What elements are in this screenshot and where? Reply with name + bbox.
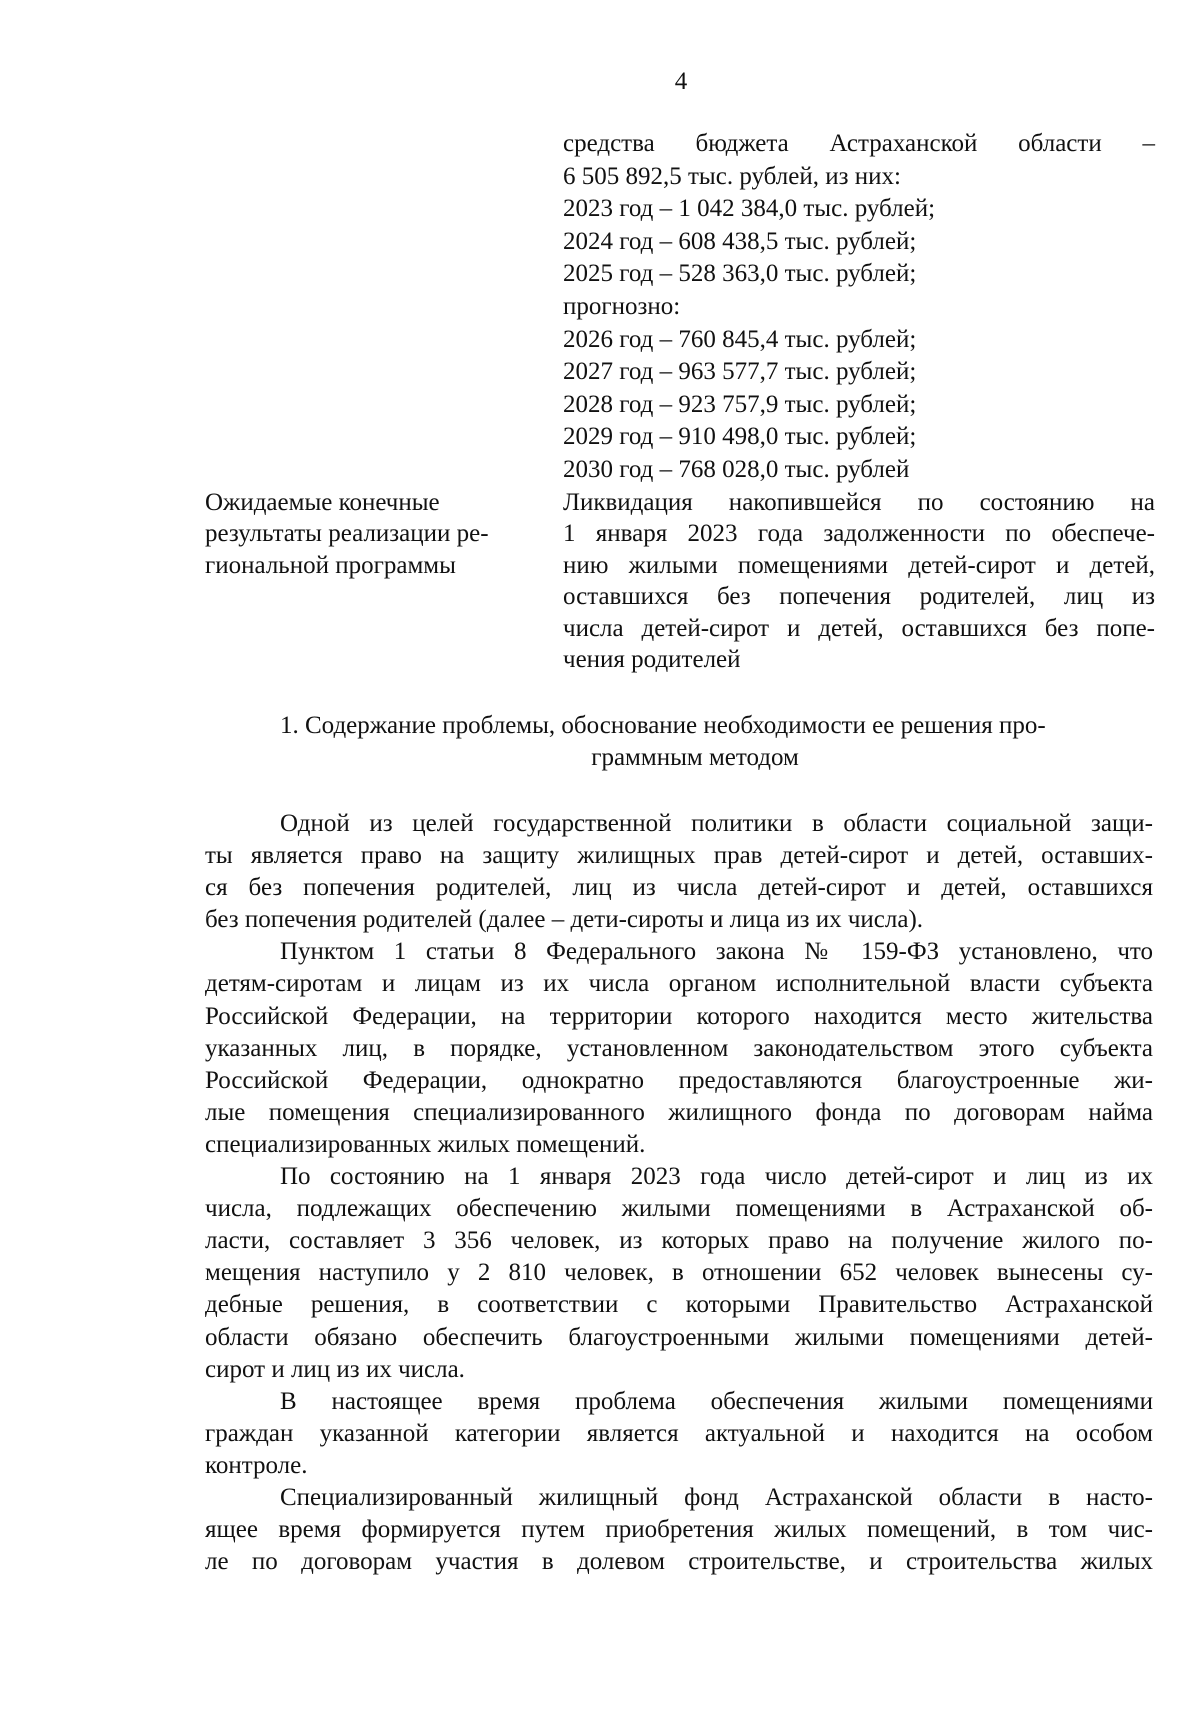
funding-line: 2029 год – 910 498,0 тыс. рублей;: [563, 423, 917, 451]
funding-line: 6 505 892,5 тыс. рублей, из них:: [563, 162, 901, 190]
program-passport-fragment: [205, 128, 1155, 676]
paragraph: [205, 1386, 1153, 1482]
page-number: 4: [674, 68, 688, 95]
paragraph: [205, 808, 1153, 936]
funding-line: 2030 год – 768 028,0 тыс. рублей: [563, 455, 910, 483]
funding-line: прогнозно:: [563, 292, 681, 320]
text-line: числа, подлежащих обеспечению жилыми помещениями в Астраханской об-: [205, 1195, 1153, 1223]
results-line: 1 января 2023 года задолженности по обеспече-: [563, 520, 1155, 548]
funding-line: 2027 год – 963 577,7 тыс. рублей;: [563, 358, 917, 386]
text-line: без попечения родителей (далее – дети-сироты и лица из их числа).: [205, 906, 924, 934]
text-line: специализированных жилых помещений.: [205, 1130, 646, 1158]
text-line: детям-сиротам и лицам из их числа органом исполнительной власти субъекта: [205, 970, 1153, 998]
funding-block: [563, 128, 1155, 487]
text-line: ся без попечения родителей, лиц из числа детей-сирот и детей, оставшихся: [205, 874, 1153, 902]
funding-line: 2023 год – 1 042 384,0 тыс. рублей;: [563, 195, 936, 223]
results-line: нию жилыми помещениями детей-сирот и детей,: [563, 551, 1155, 579]
text-line: В настоящее время проблема обеспечения жилыми помещениями: [280, 1387, 1153, 1415]
text-line: Специализированный жилищный фонд Астраханской области в насто-: [280, 1483, 1153, 1511]
text-line: дебные решения, в соответствии с которыми Правительство Астраханской: [205, 1291, 1153, 1319]
label-line: гиональной программы: [205, 551, 456, 579]
text-line: сирот и лиц из их числа.: [205, 1355, 465, 1383]
paragraph: [205, 1482, 1153, 1578]
text-line: ласти, составляет 3 356 человек, из которых право на получение жилого по-: [205, 1227, 1153, 1255]
expected-results-label: [205, 487, 555, 676]
results-line: числа детей-сирот и детей, оставшихся без попе-: [563, 614, 1155, 642]
funding-line: 2024 год – 608 438,5 тыс. рублей;: [563, 227, 917, 255]
text-line: мещения наступило у 2 810 человек, в отношении 652 человек вынесены су-: [205, 1259, 1153, 1287]
funding-line: 2028 год – 923 757,9 тыс. рублей;: [563, 390, 917, 418]
text-line: области обязано обеспечить благоустроенными жилыми помещениями детей-: [205, 1323, 1153, 1351]
section-heading: [205, 710, 1155, 774]
section-heading-line: граммным методом: [591, 744, 799, 771]
results-line: оставшихся без попечения родителей, лиц из: [563, 583, 1155, 611]
section-heading-line: 1. Содержание проблемы, обоснование необходимости ее решения про-: [280, 712, 1046, 739]
text-line: По состоянию на 1 января 2023 года число детей-сирот и лиц из их: [280, 1163, 1153, 1191]
body-text: [205, 808, 1153, 1578]
expected-results-text: [563, 487, 1155, 676]
text-line: ящее время формируется путем приобретения жилых помещений, в том чис-: [205, 1516, 1153, 1544]
text-line: ты является право на защиту жилищных прав детей-сирот и детей, оставших-: [205, 842, 1153, 870]
text-line: Пунктом 1 статьи 8 Федерального закона № 159-ФЗ установлено, что: [280, 938, 1153, 966]
funding-line: средства бюджета Астраханской области –: [563, 130, 1155, 157]
label-line: Ожидаемые конечные: [205, 488, 440, 516]
text-line: лые помещения специализированного жилищного фонда по договорам найма: [205, 1098, 1153, 1126]
funding-line: 2026 год – 760 845,4 тыс. рублей;: [563, 325, 917, 353]
paragraph: [205, 1161, 1153, 1386]
text-line: Одной из целей государственной политики в области социальной защи-: [280, 810, 1153, 837]
results-line: чения родителей: [563, 646, 741, 674]
paragraph: [205, 936, 1153, 1161]
text-line: контроле.: [205, 1451, 308, 1479]
text-line: указанных лиц, в порядке, установленном законодательством этого субъекта: [205, 1034, 1153, 1062]
text-line: граждан указанной категории является актуальной и находится на особом: [205, 1419, 1153, 1447]
text-line: Российской Федерации, на территории которого находится место жительства: [205, 1002, 1153, 1030]
funding-line: 2025 год – 528 363,0 тыс. рублей;: [563, 260, 917, 288]
text-line: ле по договорам участия в долевом строительстве, и строительства жилых: [205, 1548, 1153, 1576]
results-line: Ликвидация накопившейся по состоянию на: [563, 488, 1155, 516]
label-line: результаты реализации ре-: [205, 520, 489, 548]
expected-results-row: [205, 487, 1155, 676]
text-line: Российской Федерации, однократно предоставляются благоустроенные жи-: [205, 1066, 1153, 1094]
